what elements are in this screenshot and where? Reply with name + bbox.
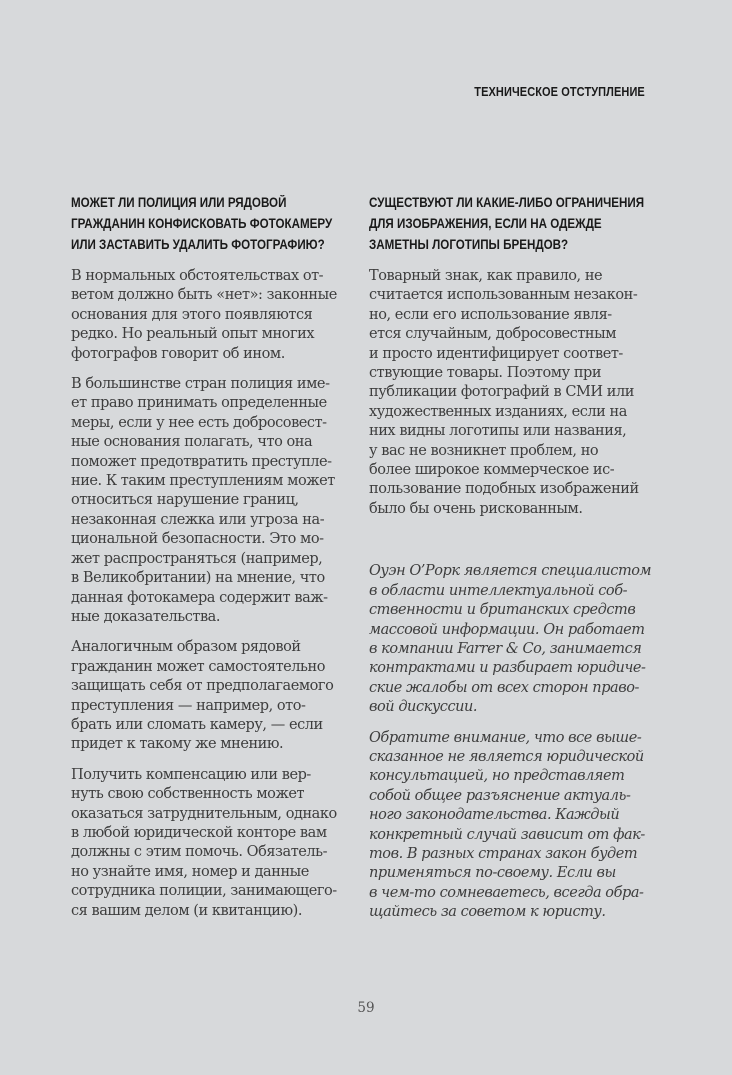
text-line: них видны логотипы или названия, <box>369 423 627 440</box>
text-line: преступления — например, ото- <box>71 697 306 714</box>
text-line: брать или сломать камеру, — если <box>71 716 323 733</box>
text-line: сказанное не является юридической <box>369 748 644 765</box>
paragraph <box>71 766 351 921</box>
heading-line: ЗАМЕТНЫ ЛОГОТИПЫ БРЕНДОВ? <box>369 237 569 252</box>
text-line: конкретный случай зависит от фак- <box>369 826 645 843</box>
text-line: меры, если у нее есть добросовест- <box>71 414 327 431</box>
text-line: сотрудника полиции, занимающего- <box>71 883 337 900</box>
text-line: в чем-то сомневаетесь, всегда обра- <box>369 884 644 901</box>
disclaimer-note <box>369 729 649 923</box>
text-line: циональной безопасности. Это мо- <box>71 531 324 548</box>
text-line: ние. К таким преступлениям может <box>71 473 335 490</box>
text-line: должны с этим помочь. Обязатель- <box>71 844 328 861</box>
text-line: ственности и британских средств <box>369 602 636 619</box>
text-line: Обратите внимание, что все выше- <box>369 729 642 746</box>
right-column <box>369 192 652 934</box>
text-line: Аналогичным образом рядовой <box>71 639 301 656</box>
text-line: Получить компенсацию или вер- <box>71 766 311 783</box>
text-line: щайтесь за советом к юристу. <box>369 904 606 921</box>
text-line: в любой юридической конторе вам <box>71 824 327 841</box>
text-line: вой дискуссии. <box>369 699 478 716</box>
left-heading <box>71 192 351 255</box>
paragraph <box>71 267 351 364</box>
text-line: ные доказательства. <box>71 608 221 625</box>
text-line: более широкое коммерческое ис- <box>369 462 615 479</box>
text-line: относиться нарушение границ, <box>71 492 299 509</box>
text-line: собой общее разъяснение актуаль- <box>369 787 631 804</box>
heading-line: ГРАЖДАНИН КОНФИСКОВАТЬ ФОТОКАМЕРУ <box>71 216 333 231</box>
text-line: в компании Farrer & Co, занимается <box>369 640 642 657</box>
text-line: придет к такому же мнению. <box>71 736 284 753</box>
running-head: ТЕХНИЧЕСКОЕ ОТСТУПЛЕНИЕ <box>474 85 645 99</box>
text-line: ется случайным, добросовестным <box>369 326 617 343</box>
text-line: в области интеллектуальной соб- <box>369 582 628 599</box>
text-line: считается использованным незакон- <box>369 287 638 304</box>
text-line: в Великобритании) на мнение, что <box>71 570 325 587</box>
text-line: Оуэн О’Рорк является специалистом <box>369 563 652 580</box>
text-line: применяться по-своему. Если вы <box>369 865 616 882</box>
text-line: В большинстве стран полиция име- <box>71 376 330 393</box>
text-line: незаконная слежка или угроза на- <box>71 511 325 528</box>
text-line: ствующие товары. Поэтому при <box>369 365 602 382</box>
page-number: 59 <box>357 1000 375 1016</box>
text-line: ветом должно быть «нет»: законные <box>71 287 337 304</box>
heading-line: СУЩЕСТВУЮТ ЛИ КАКИЕ-ЛИБО ОГРАНИЧЕНИЯ <box>369 195 645 210</box>
text-line: консультацией, но представляет <box>369 768 625 785</box>
text-line: пользование подобных изображений <box>369 481 639 498</box>
text-line: ские жалобы от всех сторон право- <box>369 679 639 696</box>
paragraph <box>369 267 649 519</box>
paragraph <box>71 375 351 627</box>
text-line: данная фотокамера содержит важ- <box>71 589 328 606</box>
text-line: В нормальных обстоятельствах от- <box>71 268 324 284</box>
text-line: защищать себя от предполагаемого <box>71 678 334 695</box>
right-heading <box>369 192 649 255</box>
spacer <box>369 530 649 562</box>
author-note <box>369 562 652 717</box>
text-line: жет распространяться (например, <box>71 550 323 567</box>
heading-line: ИЛИ ЗАСТАВИТЬ УДАЛИТЬ ФОТОГРАФИЮ? <box>71 237 325 252</box>
text-line: Товарный знак, как правило, не <box>369 268 603 284</box>
text-line: но узнайте имя, номер и данные <box>71 863 309 880</box>
heading-line: МОЖЕТ ЛИ ПОЛИЦИЯ ИЛИ РЯДОВОЙ <box>71 195 287 210</box>
text-line: художественных изданиях, если на <box>369 403 627 420</box>
text-line: ет право принимать определенные <box>71 395 327 412</box>
text-line: и просто идентифицирует соответ- <box>369 345 623 362</box>
text-line: у вас не возникнет проблем, но <box>369 442 599 459</box>
text-line: массовой информации. Он работает <box>369 621 645 638</box>
text-line: публикации фотографий в СМИ или <box>369 384 634 401</box>
text-line: фотографов говорит об ином. <box>71 345 285 362</box>
text-line: оказаться затруднительным, однако <box>71 805 337 822</box>
text-line: гражданин может самостоятельно <box>71 658 325 675</box>
text-line: было бы очень рискованным. <box>369 500 583 517</box>
text-line: контрактами и разбирает юридиче- <box>369 660 646 677</box>
heading-line: ДЛЯ ИЗОБРАЖЕНИЯ, ЕСЛИ НА ОДЕЖДЕ <box>369 216 602 231</box>
text-line: ные основания полагать, что она <box>71 434 313 451</box>
text-line: нуть свою собственность может <box>71 786 305 803</box>
text-line: но, если его использование явля- <box>369 306 612 323</box>
left-column <box>71 192 351 932</box>
text-line: тов. В разных странах закон будет <box>369 845 638 862</box>
text-line: ного законодательства. Каждый <box>369 807 620 824</box>
paragraph <box>71 638 351 754</box>
text-line: редко. Но реальный опыт многих <box>71 326 315 343</box>
text-line: поможет предотвратить преступле- <box>71 453 332 470</box>
text-line: основания для этого появляются <box>71 306 313 323</box>
text-line: ся вашим делом (и квитанцию). <box>71 902 303 919</box>
